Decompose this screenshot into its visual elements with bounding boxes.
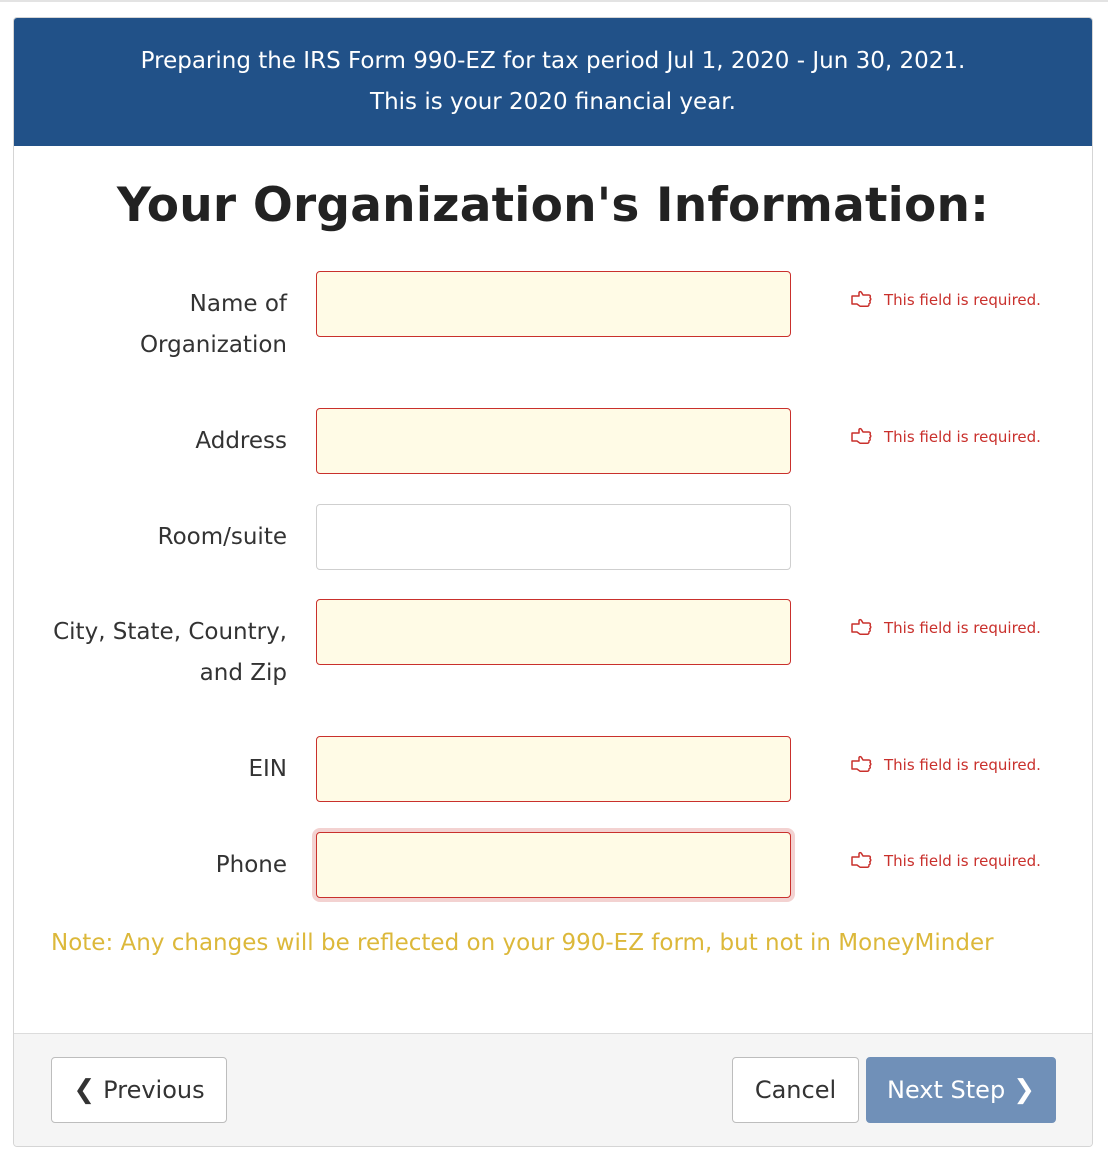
field-label-city-state-country-zip: City, State, Country, and Zip bbox=[53, 619, 287, 686]
phone-input[interactable] bbox=[316, 832, 791, 898]
error-message-address: This field is required. bbox=[850, 427, 1041, 447]
hand-pointing-left-icon bbox=[850, 618, 872, 636]
hand-pointing-left-icon bbox=[850, 290, 872, 308]
organization-name-input[interactable] bbox=[316, 271, 791, 337]
page-title: Your Organization's Information: bbox=[116, 178, 990, 233]
field-label-organization-name: Name of Organization bbox=[139, 291, 287, 358]
hand-pointing-left-icon bbox=[850, 427, 872, 445]
ein-input[interactable] bbox=[316, 736, 791, 802]
room-suite-input[interactable] bbox=[316, 504, 791, 570]
form-footer bbox=[14, 1033, 1092, 1147]
error-message-organization-name: This field is required. bbox=[850, 290, 1041, 310]
field-label-phone: Phone bbox=[215, 852, 287, 878]
banner-line-2: This is your 2020 financial year. bbox=[370, 89, 736, 115]
field-label-address: Address bbox=[195, 428, 287, 454]
error-message-phone: This field is required. bbox=[850, 851, 1041, 871]
hand-pointing-left-icon bbox=[850, 851, 872, 869]
field-label-room-suite: Room/suite bbox=[157, 524, 287, 550]
previous-button[interactable] bbox=[51, 1057, 227, 1123]
address-input[interactable] bbox=[316, 408, 791, 474]
chevron-left-icon: ❮ bbox=[73, 1075, 96, 1105]
city-state-country-zip-input[interactable] bbox=[316, 599, 791, 665]
tax-period-banner bbox=[14, 18, 1092, 146]
top-divider bbox=[0, 0, 1108, 2]
cancel-button[interactable] bbox=[732, 1057, 859, 1123]
cancel-button-label: Cancel bbox=[754, 1076, 837, 1104]
error-message-ein: This field is required. bbox=[850, 755, 1041, 775]
form-panel bbox=[13, 17, 1093, 1147]
next-step-button[interactable] bbox=[866, 1057, 1056, 1123]
previous-button-label: Previous bbox=[103, 1076, 205, 1104]
form-note: Note: Any changes will be reflected on your 990-EZ form, but not in MoneyMinder bbox=[51, 930, 994, 956]
banner-line-1: Preparing the IRS Form 990-EZ for tax period Jul 1, 2020 - Jun 30, 2021. bbox=[140, 48, 966, 74]
hand-pointing-left-icon bbox=[850, 755, 872, 773]
next-step-button-label: Next Step bbox=[887, 1076, 1006, 1104]
field-label-ein: EIN bbox=[248, 756, 287, 782]
error-message-city-state-country-zip: This field is required. bbox=[850, 618, 1041, 638]
chevron-right-icon: ❯ bbox=[1013, 1075, 1035, 1105]
